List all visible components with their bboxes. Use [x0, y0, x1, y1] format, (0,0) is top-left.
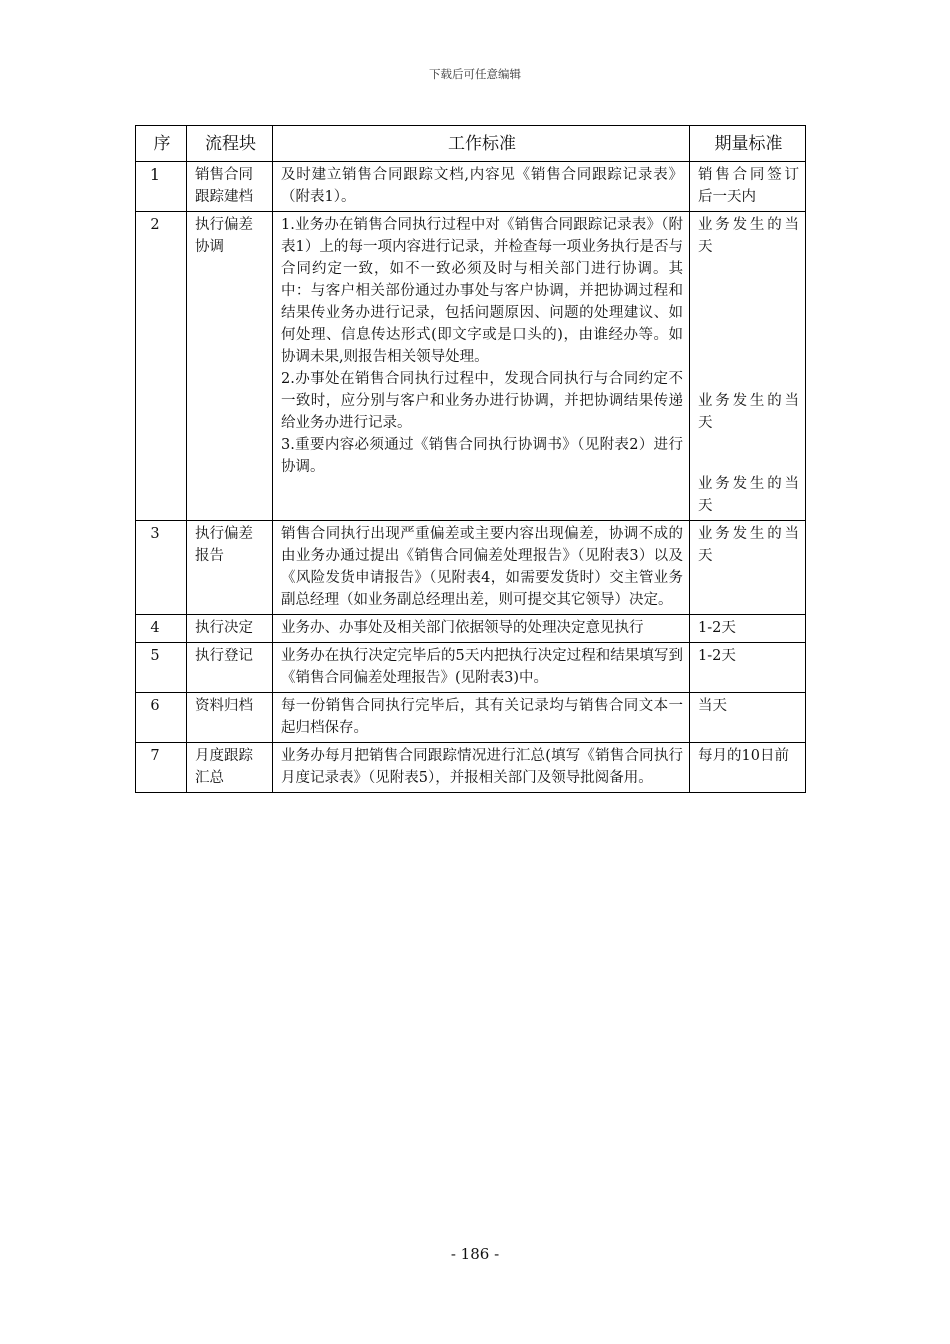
header-note: 下载后可任意编辑: [429, 67, 521, 81]
row-number: 3: [136, 521, 187, 615]
row-block: 月度跟踪汇总: [187, 743, 273, 793]
table-row: [136, 521, 806, 615]
table-row: [136, 212, 806, 521]
row-period: [690, 615, 806, 643]
row-period: [690, 521, 806, 615]
row-block: 执行偏差协调: [187, 212, 273, 521]
row-number: 7: [136, 743, 187, 793]
table-row: [136, 743, 806, 793]
header-no: 序: [136, 126, 187, 162]
row-period: [690, 212, 806, 521]
row-period: [690, 743, 806, 793]
row-number: 1: [136, 162, 187, 212]
period-text: 业务发生的当天: [698, 393, 799, 431]
row-standard: [273, 162, 690, 212]
standard-text: 每一份销售合同执行完毕后，其有关记录均与销售合同文本一起归档保存。: [281, 698, 683, 736]
row-period: [690, 162, 806, 212]
row-standard: [273, 212, 690, 521]
period-text: 每月的10日前: [698, 748, 789, 764]
row-block: 资料归档: [187, 693, 273, 743]
period-text: 1-2天: [698, 620, 736, 636]
header-work-standard: 工作标准: [273, 126, 690, 162]
row-standard: [273, 693, 690, 743]
row-number: 6: [136, 693, 187, 743]
row-block: 执行偏差报告: [187, 521, 273, 615]
table-row: [136, 643, 806, 693]
row-number: 4: [136, 615, 187, 643]
row-period: [690, 643, 806, 693]
period-text: 业务发生的当天: [698, 476, 799, 514]
row-period: [690, 693, 806, 743]
row-block: 销售合同跟踪建档: [187, 162, 273, 212]
standard-text: 销售合同执行出现严重偏差或主要内容出现偏差，协调不成的由业务办通过提出《销售合同偏差处理报告》（见附表3）以及《风险发货申请报告》（见附表4，如需要发货时）交主管业务副总经理（如业务副总经理出差，则可提交其它领导）决定。: [281, 526, 683, 608]
table-row: [136, 162, 806, 212]
row-standard: [273, 521, 690, 615]
period-text: 业务发生的当天: [698, 526, 799, 564]
standard-text: 3.重要内容必须通过《销售合同执行协调书》（见附表2）进行协调。: [281, 437, 683, 475]
header-process-block: 流程块: [187, 126, 273, 162]
period-text: 当天: [698, 698, 727, 714]
standard-text: 及时建立销售合同跟踪文档,内容见《销售合同跟踪记录表》（附表1）。: [281, 167, 683, 205]
standard-text: 1.业务办在销售合同执行过程中对《销售合同跟踪记录表》（附表1）上的每一项内容进行记录，并检查每一项业务执行是否与合同约定一致，如不一致必须及时与相关部门进行协调。其中：与客户相关部份通过办事处与客户协调，并把协调过程和结果传业务办进行记录，包括问题原因、问题的处理建议、如何处理、信息传达形式(即文字或是口头的)，由谁经办等。如协调未果,则报告相关领导处理。: [281, 217, 683, 365]
header-period-standard: 期量标准: [690, 126, 806, 162]
period-text: 销售合同签订后一天内: [698, 167, 799, 205]
standard-text: 业务办、办事处及相关部门依据领导的处理决定意见执行: [281, 620, 644, 636]
period-text: 1-2天: [698, 648, 736, 664]
standard-text: 业务办在执行决定完毕后的5天内把执行决定过程和结果填写到《销售合同偏差处理报告》(见附表3)中。: [281, 648, 683, 686]
table-row: [136, 693, 806, 743]
table-header-row: [136, 126, 806, 162]
standard-text: 业务办每月把销售合同跟踪情况进行汇总(填写《销售合同执行月度记录表》（见附表5），并报相关部门及领导批阅备用。: [281, 748, 683, 786]
page-number: - 186 -: [450, 1245, 500, 1263]
row-standard: [273, 615, 690, 643]
row-number: 2: [136, 212, 187, 521]
process-standard-table: [135, 125, 806, 793]
standard-text: 2.办事处在销售合同执行过程中，发现合同执行与合同约定不一致时，应分别与客户和业务办进行协调，并把协调结果传递给业务办进行记录。: [281, 371, 683, 431]
row-block: 执行决定: [187, 615, 273, 643]
row-block: 执行登记: [187, 643, 273, 693]
table-row: [136, 615, 806, 643]
row-number: 5: [136, 643, 187, 693]
row-standard: [273, 743, 690, 793]
period-text: 业务发生的当天: [698, 217, 799, 255]
row-standard: [273, 643, 690, 693]
